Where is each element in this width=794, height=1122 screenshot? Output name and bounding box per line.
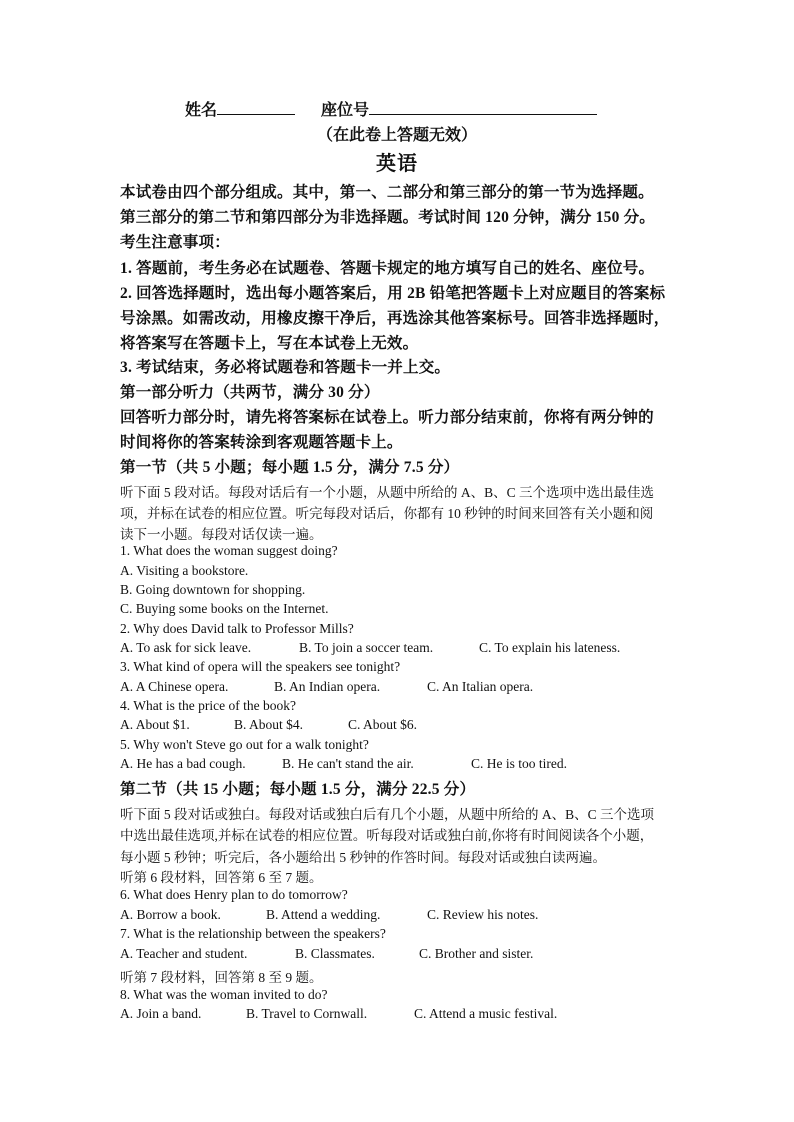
candidate-info-line: [185, 97, 597, 120]
answer-option: B. He can't stand the air.: [282, 756, 414, 771]
part1-description: 时间将你的答案转涂到客观题答题卡上。: [120, 434, 403, 451]
section2-instructions: 中选出最佳选项,并标在试卷的相应位置。听每段对话或独白前,你将有时间阅读各个小题，: [120, 828, 654, 843]
question-stem: 5. Why won't Steve go out for a walk tonight?: [120, 737, 369, 752]
answer-option: B. Travel to Cornwall.: [246, 1006, 368, 1021]
answer-option: C. An Italian opera.: [427, 679, 534, 694]
section1-instructions: 项，并标在试卷的相应位置。听完每段对话后，你都有 10 秒钟的时间来回答有关小题和阅: [120, 506, 654, 521]
material-instruction: 听第 7 段材料，回答第 8 至 9 题。: [120, 970, 323, 985]
seat-blank: [369, 100, 597, 115]
answer-option: B. Going downtown for shopping.: [120, 582, 306, 597]
notes-heading: 考生注意事项：: [120, 234, 230, 251]
answer-option: B. Classmates.: [295, 946, 375, 961]
intro-line: 本试卷由四个部分组成。其中，第一、二部分和第三部分的第一节为选择题。: [120, 184, 654, 201]
answer-option: C. Brother and sister.: [419, 946, 534, 961]
section1-instructions: 听下面 5 段对话。每段对话后有一个小题，从题中所给的 A、B、C 三个选项中选出最佳选: [120, 485, 655, 500]
answer-option: B. About $4.: [234, 717, 304, 732]
answer-option: B. To join a soccer team.: [299, 640, 434, 655]
answer-option: C. About $6.: [348, 717, 418, 732]
part1-description: 回答听力部分时，请先将答案标在试卷上。听力部分结束前，你将有两分钟的: [120, 409, 654, 426]
answer-option: A. Join a band.: [120, 1006, 202, 1021]
invalid-notice: （在此卷上答题无效）: [316, 127, 477, 144]
section2-instructions: 听下面 5 段对话或独白。每段对话或独白后有几个小题，从题中所给的 A、B、C 三个选项: [120, 807, 655, 822]
answer-option: A. A Chinese opera.: [120, 679, 229, 694]
answer-option: C. He is too tired.: [471, 756, 567, 771]
intro-line: 第三部分的第二节和第四部分为非选择题。考试时间 120 分钟，满分 150 分。: [120, 209, 656, 226]
note-item: 将答案写在答题卡上，写在本试卷上无效。: [120, 335, 419, 352]
answer-option: C. Buying some books on the Internet.: [120, 601, 329, 616]
material-instruction: 听第 6 段材料，回答第 6 至 7 题。: [120, 870, 323, 885]
section2-instructions: 每小题 5 秒钟；听完后，各小题给出 5 秒钟的作答时间。每段对话或独白读两遍。: [120, 850, 606, 865]
page-title: 英语: [376, 153, 418, 175]
question-stem: 2. Why does David talk to Professor Mills?: [120, 621, 354, 636]
note-item: 1. 答题前，考生务必在试题卷、答题卡规定的地方填写自己的姓名、座位号。: [120, 260, 655, 277]
name-label: 姓名: [185, 102, 218, 119]
answer-option: A. Visiting a bookstore.: [120, 563, 249, 578]
answer-option: B. Attend a wedding.: [266, 907, 381, 922]
note-item: 3. 考试结束，务必将试题卷和答题卡一并上交。: [120, 359, 451, 376]
question-stem: 3. What kind of opera will the speakers see tonight?: [120, 659, 401, 674]
name-blank: [217, 100, 295, 115]
seat-label: 座位号: [321, 102, 370, 119]
answer-option: C. To explain his lateness.: [479, 640, 621, 655]
question-stem: 8. What was the woman invited to do?: [120, 987, 328, 1002]
section1-instructions: 读下一小题。每段对话仅读一遍。: [120, 527, 323, 542]
section1-heading: 第一节（共 5 小题；每小题 1.5 分，满分 7.5 分）: [120, 459, 460, 476]
answer-option: A. He has a bad cough.: [120, 756, 246, 771]
question-stem: 6. What does Henry plan to do tomorrow?: [120, 887, 348, 902]
question-stem: 1. What does the woman suggest doing?: [120, 543, 338, 558]
question-stem: 4. What is the price of the book?: [120, 698, 296, 713]
note-item: 2. 回答选择题时，选出每小题答案后，用 2B 铅笔把答题卡上对应题目的答案标: [120, 285, 666, 302]
question-stem: 7. What is the relationship between the speakers?: [120, 926, 386, 941]
answer-option: A. Borrow a book.: [120, 907, 221, 922]
section2-heading: 第二节（共 15 小题；每小题 1.5 分，满分 22.5 分）: [120, 781, 476, 798]
answer-option: A. About $1.: [120, 717, 190, 732]
answer-option: B. An Indian opera.: [274, 679, 381, 694]
answer-option: A. Teacher and student.: [120, 946, 248, 961]
part1-heading: 第一部分听力（共两节，满分 30 分）: [120, 384, 380, 401]
answer-option: C. Attend a music festival.: [414, 1006, 558, 1021]
answer-option: C. Review his notes.: [427, 907, 539, 922]
answer-option: A. To ask for sick leave.: [120, 640, 252, 655]
note-item: 号涂黑。如需改动，用橡皮擦干净后，再选涂其他答案标号。回答非选择题时，: [120, 310, 670, 327]
